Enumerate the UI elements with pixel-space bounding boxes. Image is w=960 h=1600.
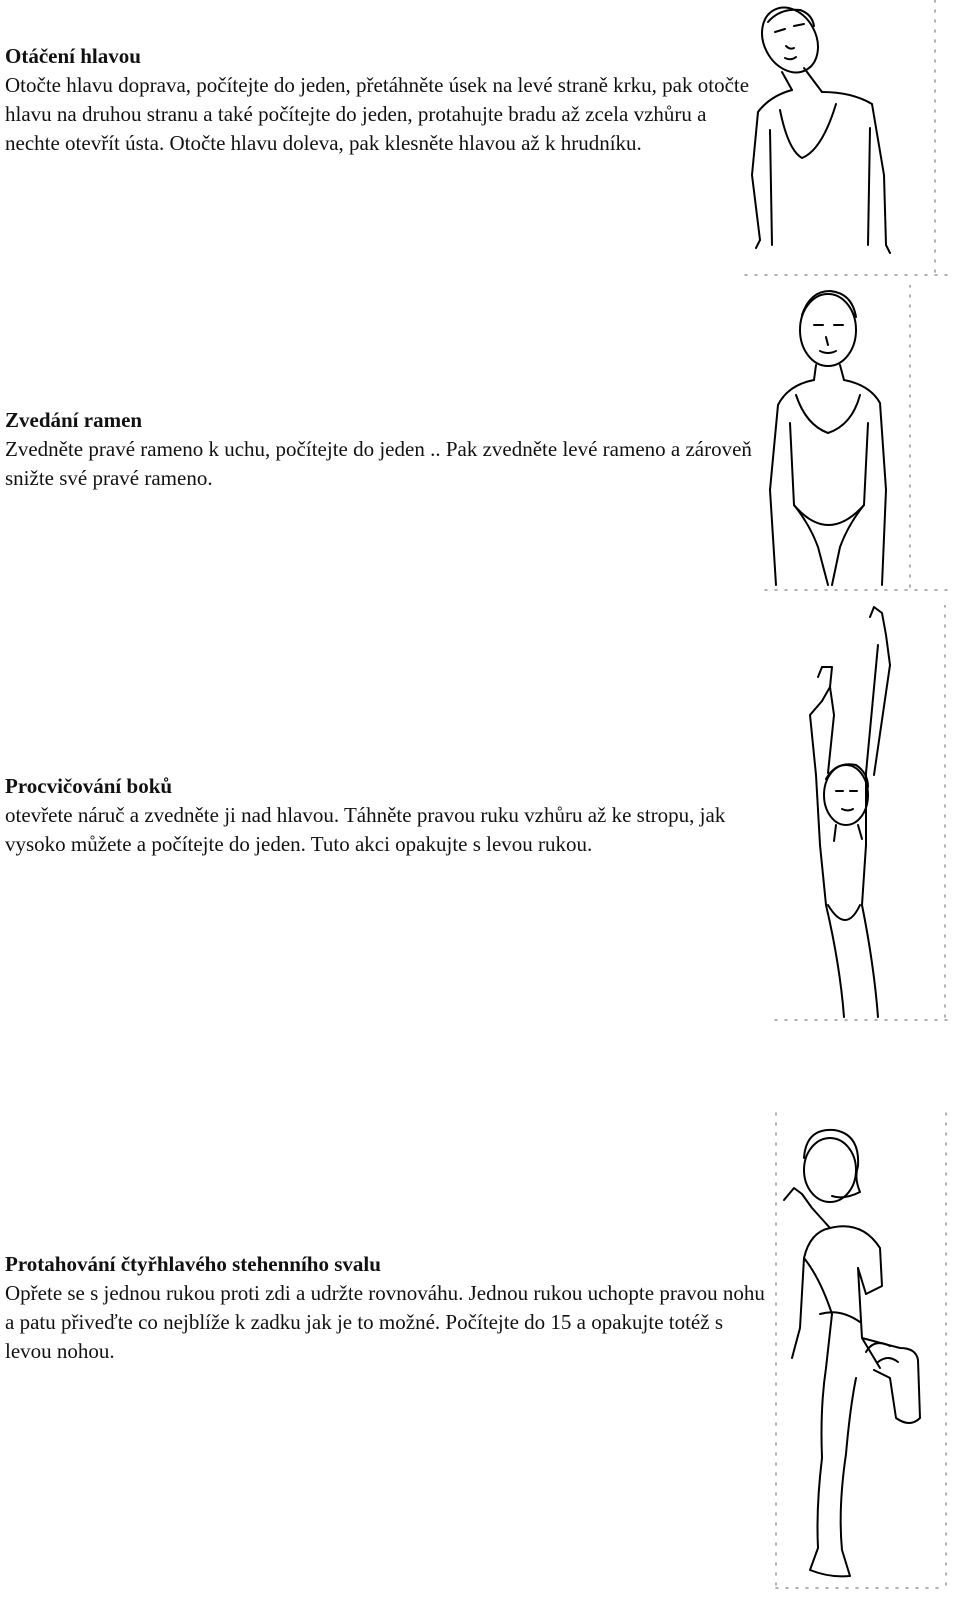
section-quad-stretch: [5, 1250, 765, 1366]
section-head-rotation: [5, 42, 765, 158]
section-shoulder-raise: [5, 406, 765, 493]
section-text: Zvedněte pravé rameno k uchu, počítejte do jeden .. Pak zvedněte levé rameno a zároveň snižte své pravé rameno.: [5, 437, 752, 490]
quad-stretch-figure-icon: [770, 1108, 955, 1598]
side-stretch-figure-icon: [770, 605, 955, 1025]
section-title: Procvičování boků: [5, 774, 173, 798]
head-tilt-figure-icon: [740, 0, 955, 280]
section-hip-exercise: [5, 772, 765, 859]
section-text: Otočte hlavu doprava, počítejte do jeden, přetáhněte úsek na levé straně krku, pak otočte hlavu na druhou stranu a také počítejte do jeden, protahujte bradu až zcela vzhůru a nechte otevřít ústa. Otočte hlavu doleva, pak klesněte hlavou až k hrudníku.: [5, 73, 750, 155]
section-title: Zvedání ramen: [5, 408, 143, 432]
section-title: Protahování čtyřhlavého stehenního svalu: [5, 1252, 381, 1276]
shoulder-raise-figure-icon: [760, 285, 955, 595]
section-title: Otáčení hlavou: [5, 44, 141, 68]
section-text: otevřete náruč a zvedněte ji nad hlavou. Táhněte pravou ruku vzhůru až ke stropu, jak vysoko můžete a počítejte do jeden. Tuto akci opakujte s levou rukou.: [5, 803, 726, 856]
section-text: Opřete se s jednou rukou proti zdi a udržte rovnováhu. Jednou rukou uchopte pravou nohu a patu přiveďte co nejblíže k zadku jak je to možné. Počítejte do 15 a opakujte totéž s levou nohou.: [5, 1281, 765, 1363]
